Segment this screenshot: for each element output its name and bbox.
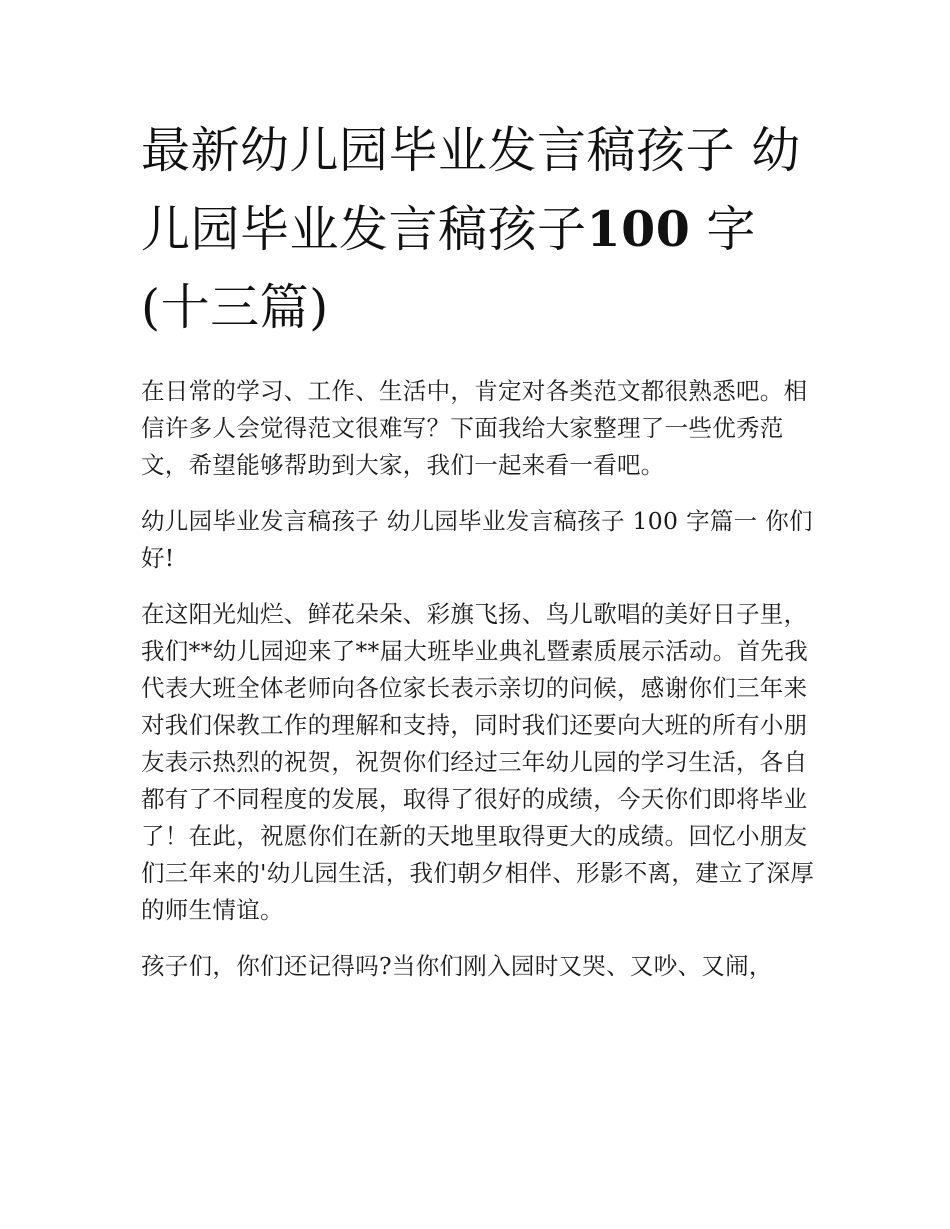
document-content	[141, 112, 821, 1004]
document-title	[141, 112, 821, 347]
paragraph-speech-main: 在这阳光灿烂、鲜花朵朵、彩旗飞扬、鸟儿歌唱的美好日子里，我们**幼儿园迎来了**届大班毕业典礼暨素质展示活动。首先我代表大班全体老师向各位家长表示亲切的问候，感谢你们三年来对我们保教工作的理解和支持，同时我们还要向大班的所有小朋友表示热烈的祝贺，祝贺你们经过三年幼儿园的学习生活，各自都有了不同程度的发展，取得了很好的成绩，今天你们即将毕业了！在此，祝愿你们在新的天地里取得更大的成绩。回忆小朋友们三年来的'幼儿园生活，我们朝夕相伴、形影不离，建立了深厚的师生情谊。	[141, 600, 815, 924]
paragraph-section-heading: 幼儿园毕业发言稿孩子 幼儿园毕业发言稿孩子 100 字篇一 你们好!	[141, 507, 813, 572]
paragraph-speech-continued: 孩子们，你们还记得吗?当你们刚入园时又哭、又吵、又闹，	[141, 952, 773, 980]
title-text-part2: 字(十三篇)	[141, 201, 756, 336]
document-body	[141, 373, 821, 985]
title-number: 100	[586, 200, 691, 258]
title-text-part1: 最新幼儿园毕业发言稿孩子 幼儿园毕业发言稿孩子	[141, 122, 801, 258]
paragraph-intro: 在日常的学习、工作、生活中，肯定对各类范文都很熟悉吧。相信许多人会觉得范文很难写？下面我给大家整理了一些优秀范文，希望能够帮助到大家，我们一起来看一看吧。	[141, 377, 808, 479]
